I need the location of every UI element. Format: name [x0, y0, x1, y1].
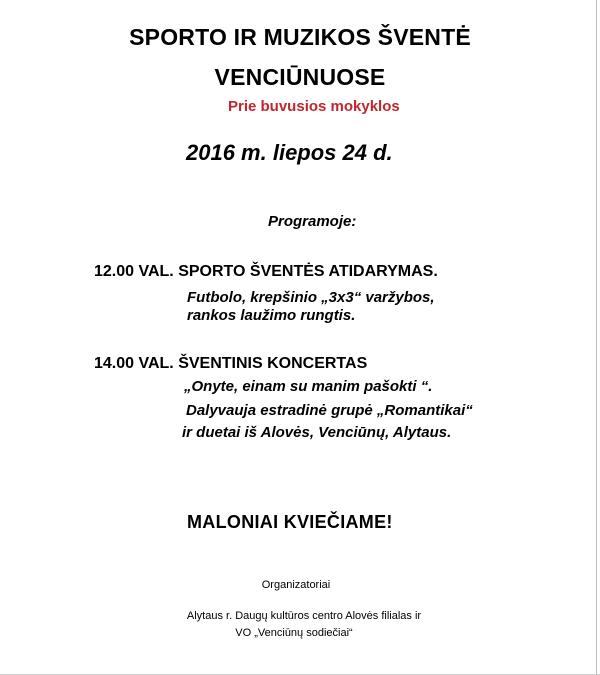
event-2-title: 14.00 VAL. ŠVENTINIS KONCERTAS	[94, 355, 368, 372]
organizers-line-1: Alytaus r. Daugų kultūros centro Alovės filialas ir	[186, 610, 422, 622]
event-1-detail-2: rankos laužimo rungtis.	[187, 307, 356, 324]
event-date: 2016 m. liepos 24 d.	[186, 140, 393, 165]
page-edge	[596, 0, 597, 675]
event-1-title: 12.00 VAL. SPORTO ŠVENTĖS ATIDARYMAS.	[94, 263, 438, 280]
organizers-line-2: VO „Venciūnų sodiečiai“	[235, 627, 353, 639]
event-1-detail-1: Futbolo, krepšinio „3x3“ varžybos,	[187, 289, 435, 306]
organizers-heading: Organizatoriai	[261, 579, 331, 591]
event-2-detail-3: ir duetai iš Alovės, Venciūnų, Alytaus.	[182, 424, 452, 441]
title-line-1: SPORTO IR MUZIKOS ŠVENTĖ	[129, 24, 471, 50]
programme-heading: Programoje:	[268, 213, 357, 230]
event-2-detail-2: Dalyvauja estradinė grupė „Romantikai“	[186, 402, 473, 419]
subtitle: Prie buvusios mokyklos	[228, 98, 400, 115]
title-line-2: VENCIŪNUOSE	[214, 64, 386, 90]
event-2-detail-1: „Onyte, einam su manim pašokti “.	[184, 378, 433, 395]
invitation: MALONIAI KVIEČIAME!	[187, 512, 393, 532]
